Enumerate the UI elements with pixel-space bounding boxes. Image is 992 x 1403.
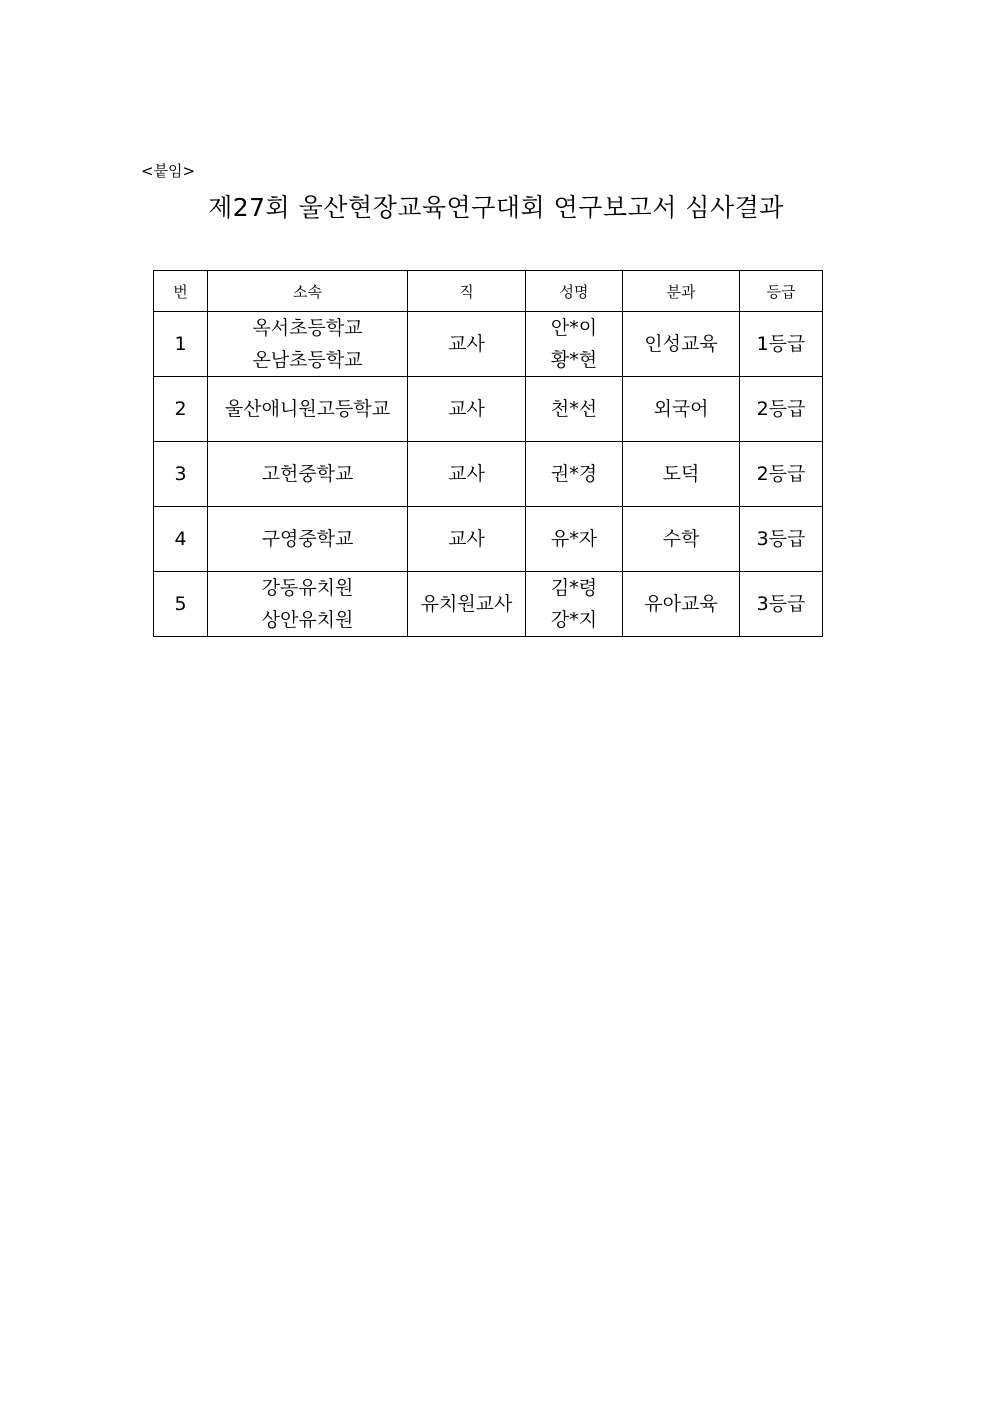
header-position: 직 [408,271,526,312]
results-table [153,270,823,637]
attachment-label: <붙임> [141,162,196,180]
name-line: 황*현 [550,349,598,371]
table-header-row [154,271,823,312]
header-grade: 등급 [740,271,823,312]
row-number: 5 [154,572,208,637]
affiliation-line: 상안유치원 [261,609,354,631]
row-number: 4 [154,507,208,572]
name-line: 김*령 [550,577,598,599]
table-row [154,507,823,572]
row-position: 교사 [408,507,526,572]
row-names [526,377,623,442]
name-line: 강*지 [550,609,598,631]
row-position: 교사 [408,377,526,442]
affiliation-line: 고헌중학교 [261,463,354,485]
row-position: 유치원교사 [408,572,526,637]
affiliation-line: 구영중학교 [261,528,354,550]
row-affiliation [208,572,408,637]
row-division: 도덕 [623,442,740,507]
row-affiliation [208,442,408,507]
name-line: 천*선 [550,398,598,420]
header-affiliation: 소속 [208,271,408,312]
row-names [526,507,623,572]
table-row [154,312,823,377]
row-position: 교사 [408,442,526,507]
row-affiliation [208,507,408,572]
row-number: 3 [154,442,208,507]
row-number: 1 [154,312,208,377]
header-number: 번 [154,271,208,312]
row-grade: 3등급 [740,507,823,572]
table-row [154,572,823,637]
affiliation-line: 강동유치원 [261,577,354,599]
row-division: 인성교육 [623,312,740,377]
row-grade: 2등급 [740,377,823,442]
row-names [526,442,623,507]
document-title: 제27회 울산현장교육연구대회 연구보고서 심사결과 [208,193,784,222]
affiliation-line: 옥서초등학교 [252,317,363,339]
row-division: 수학 [623,507,740,572]
affiliation-line: 울산애니원고등학교 [224,398,391,420]
row-division: 유아교육 [623,572,740,637]
row-grade: 1등급 [740,312,823,377]
table-row [154,377,823,442]
row-affiliation [208,312,408,377]
header-name: 성명 [526,271,623,312]
row-affiliation [208,377,408,442]
name-line: 권*경 [550,463,598,485]
table-row [154,442,823,507]
row-number: 2 [154,377,208,442]
row-grade: 3등급 [740,572,823,637]
header-division: 분과 [623,271,740,312]
row-names [526,312,623,377]
affiliation-line: 온남초등학교 [252,349,363,371]
row-division: 외국어 [623,377,740,442]
name-line: 안*이 [550,317,598,339]
row-grade: 2등급 [740,442,823,507]
row-position: 교사 [408,312,526,377]
name-line: 유*자 [550,528,598,550]
row-names [526,572,623,637]
